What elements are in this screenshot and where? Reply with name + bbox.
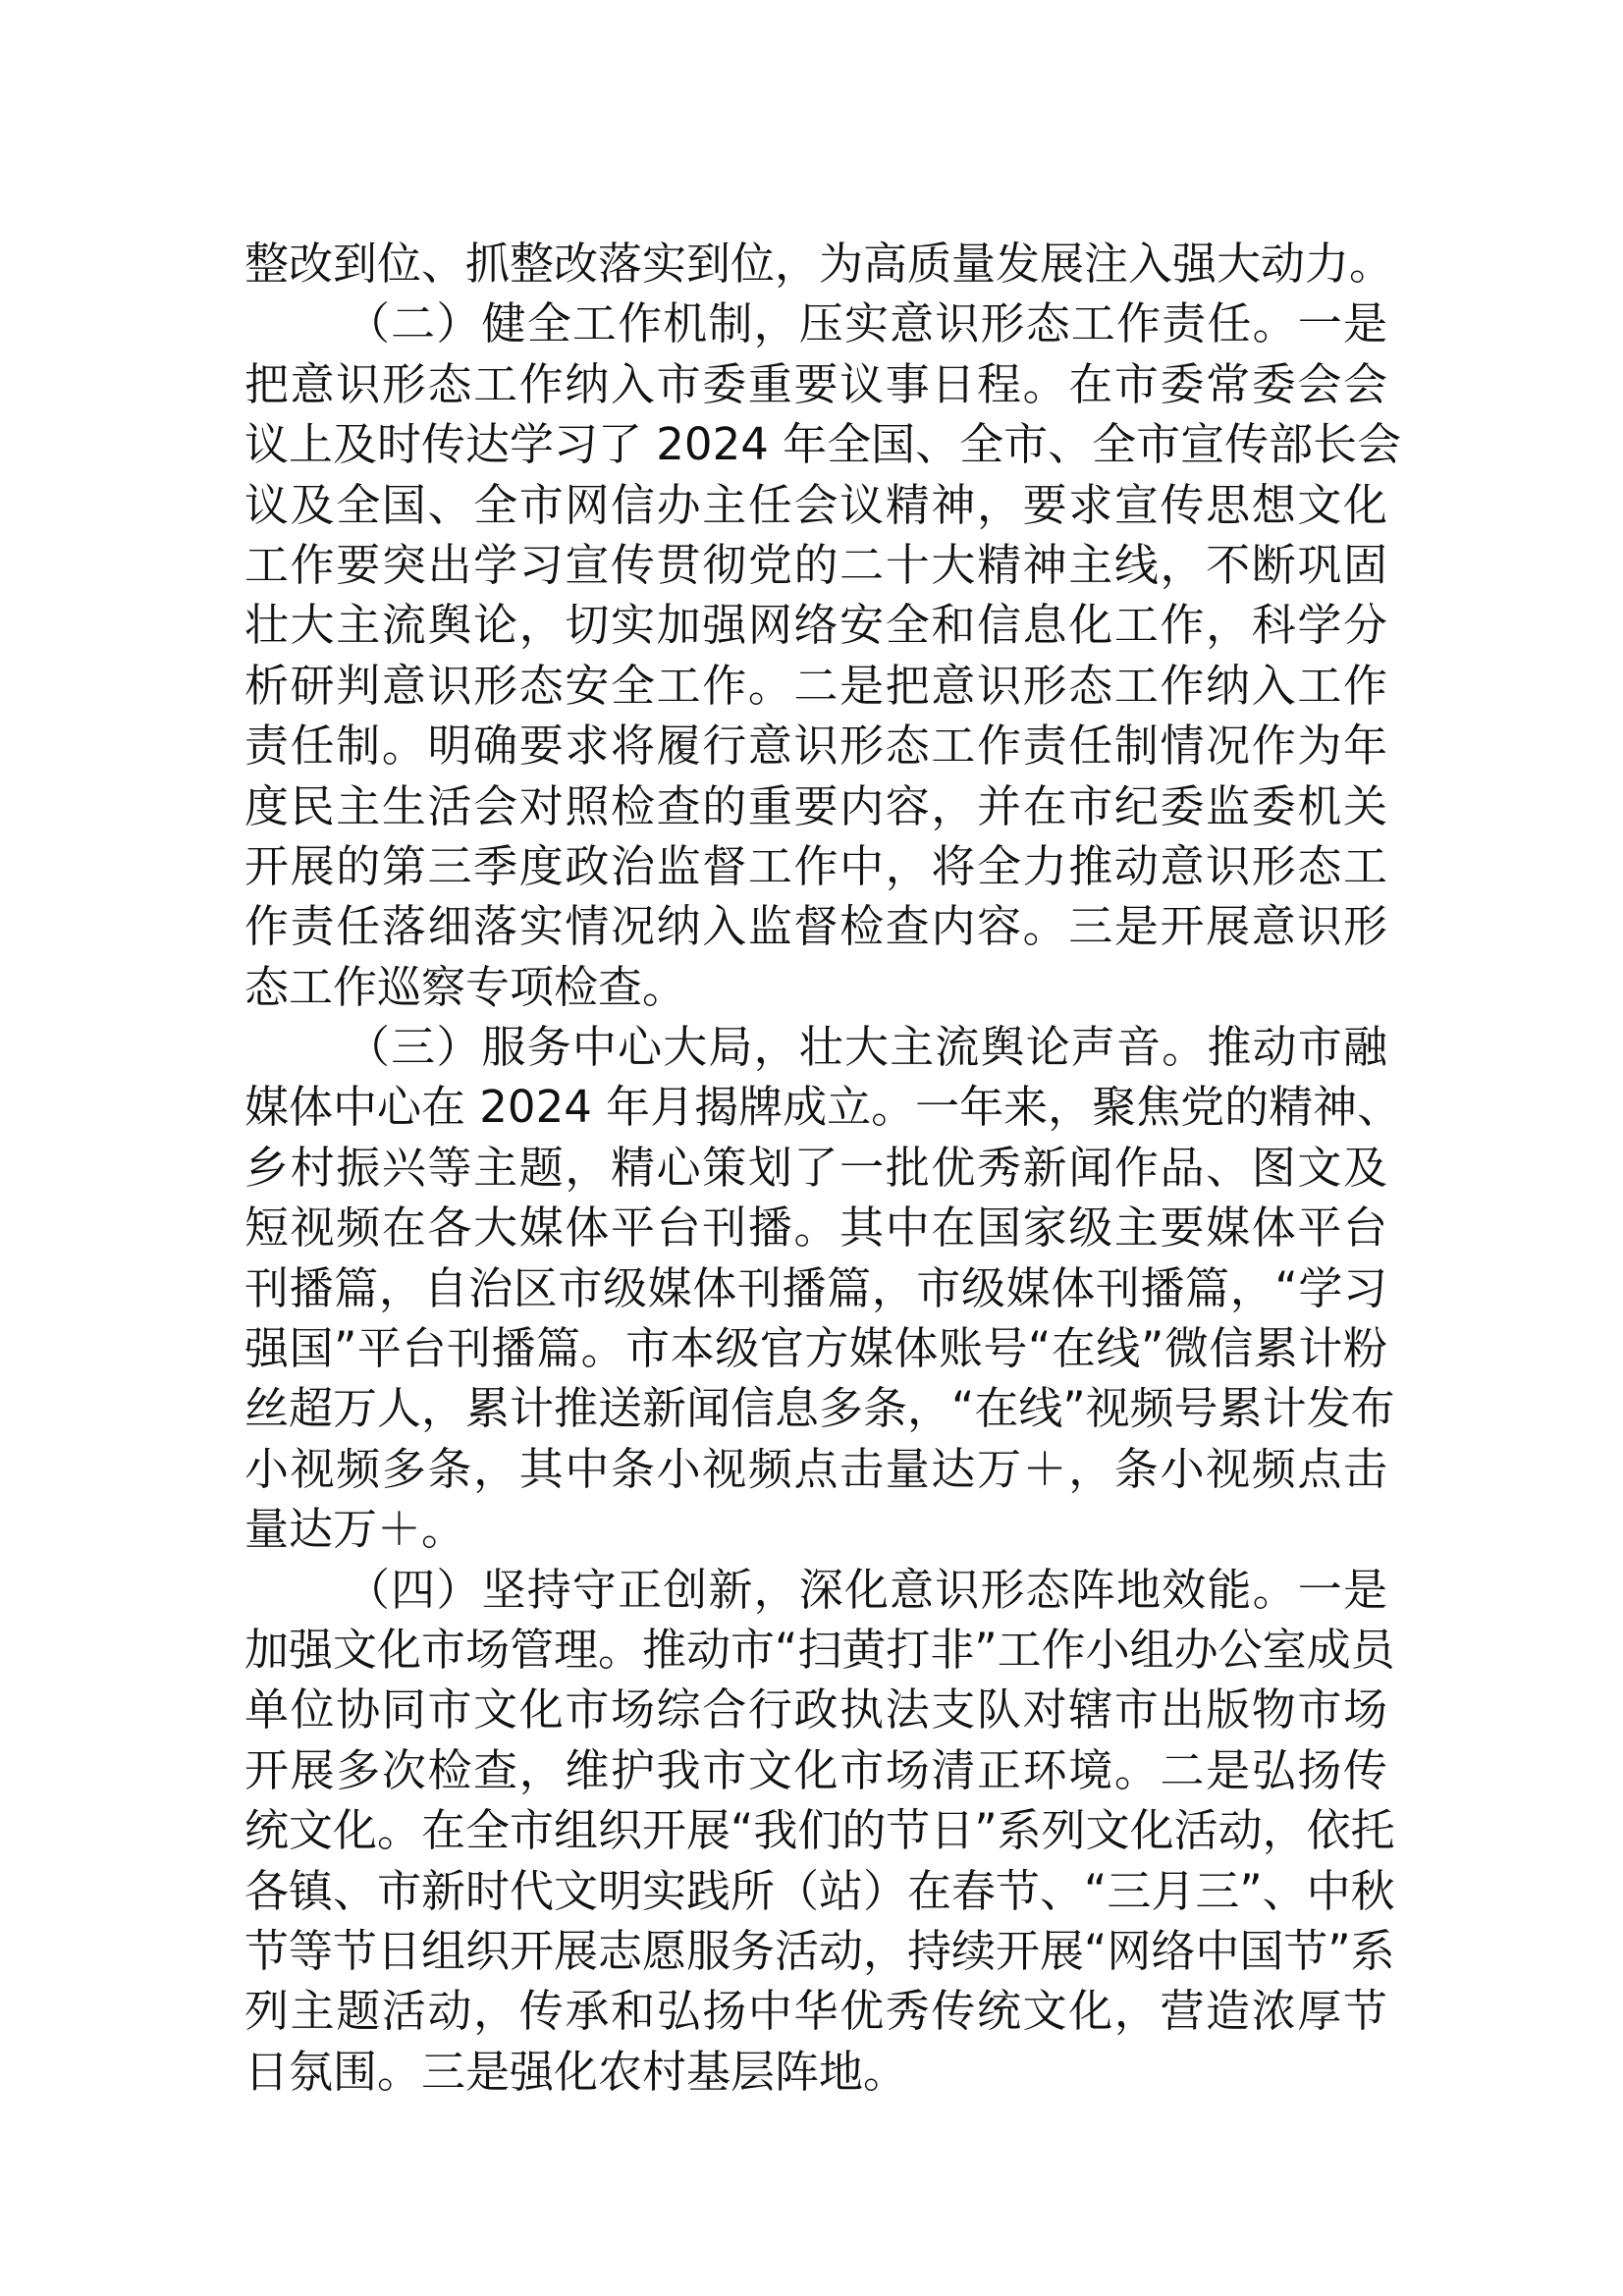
body-text (244, 234, 1402, 2102)
text-line: 把意识形态工作纳入市委重要议事日程。在市委常委会会 (244, 357, 1387, 410)
text-line: 丝超万人，累计推送新闻信息多条，“在线”视频号累计发布 (244, 1382, 1395, 1435)
text-line: 量达万＋。 (244, 1503, 466, 1556)
text-line: 节等节日组织开展志愿服务活动，持续开展“网络中国节”系 (244, 1924, 1395, 1977)
text-line: 单位协同市文化市场综合行政执法支队对辖市出版物市场 (244, 1683, 1387, 1736)
text-line: 整改到位、抓整改落实到位，为高质量发展注入强大动力。 (244, 238, 1394, 290)
paragraph-heading-3: （三）服务中心大局，壮大主流舆论声音。推动市融 (346, 1021, 1387, 1074)
text-line: 开展多次检查，维护我市文化市场清正环境。二是弘扬传 (244, 1743, 1387, 1796)
text-line: 度民主生活会对照检查的重要内容，并在市纪委监委机关 (244, 779, 1387, 832)
text-line: 刊播篇，自治区市级媒体刊播篇，市级媒体刊播篇，“学习 (244, 1261, 1387, 1314)
text-line: 小视频多条，其中条小视频点击量达万＋，条小视频点击 (244, 1442, 1387, 1495)
text-line: 壮大主流舆论，切实加强网络安全和信息化工作，科学分 (244, 599, 1387, 652)
text-line: 短视频在各大媒体平台刊播。其中在国家级主要媒体平台 (244, 1201, 1387, 1255)
text-line: 乡村振兴等主题，精心策划了一批优秀新闻作品、图文及 (244, 1141, 1387, 1194)
text-line: 析研判意识形态安全工作。二是把意识形态工作纳入工作 (244, 659, 1387, 712)
text-line: 责任制。明确要求将履行意识形态工作责任制情况作为年 (244, 720, 1387, 773)
text-line: 态工作巡察专项检查。 (244, 960, 687, 1013)
text-line: 议上及时传达学习了 2024 年全国、全市、全市宣传部长会 (244, 418, 1402, 471)
paragraph-heading-4: （四）坚持守正创新，深化意识形态阵地效能。一是 (346, 1563, 1387, 1616)
text-line: 强国”平台刊播篇。市本级官方媒体账号“在线”微信累计粉 (244, 1322, 1387, 1375)
text-line: 加强文化市场管理。推动市“扫黄打非”工作小组办公室成员 (244, 1623, 1395, 1676)
text-line: 各镇、市新时代文明实践所（站）在春节、“三月三”、中秋 (244, 1864, 1395, 1917)
paragraph-heading-2: （二）健全工作机制，压实意识形态工作责任。一是 (346, 297, 1387, 350)
text-line: 统文化。在全市组织开展“我们的节日”系列文化活动，依托 (244, 1804, 1395, 1857)
text-line: 开展的第三季度政治监督工作中，将全力推动意识形态工 (244, 839, 1387, 892)
text-line: 作责任落细落实情况纳入监督检查内容。三是开展意识形 (244, 900, 1387, 953)
text-line: 列主题活动，传承和弘扬中华优秀传统文化，营造浓厚节 (244, 1985, 1387, 2038)
text-line: 媒体中心在 2024 年月揭牌成立。一年来，聚焦党的精神、 (244, 1081, 1402, 1134)
text-line: 日氛围。三是强化农村基层阵地。 (244, 2045, 908, 2098)
text-line: 工作要突出学习宣传贯彻党的二十大精神主线，不断巩固 (244, 538, 1387, 591)
text-line: 议及全国、全市网信办主任会议精神，要求宣传思想文化 (244, 478, 1387, 531)
